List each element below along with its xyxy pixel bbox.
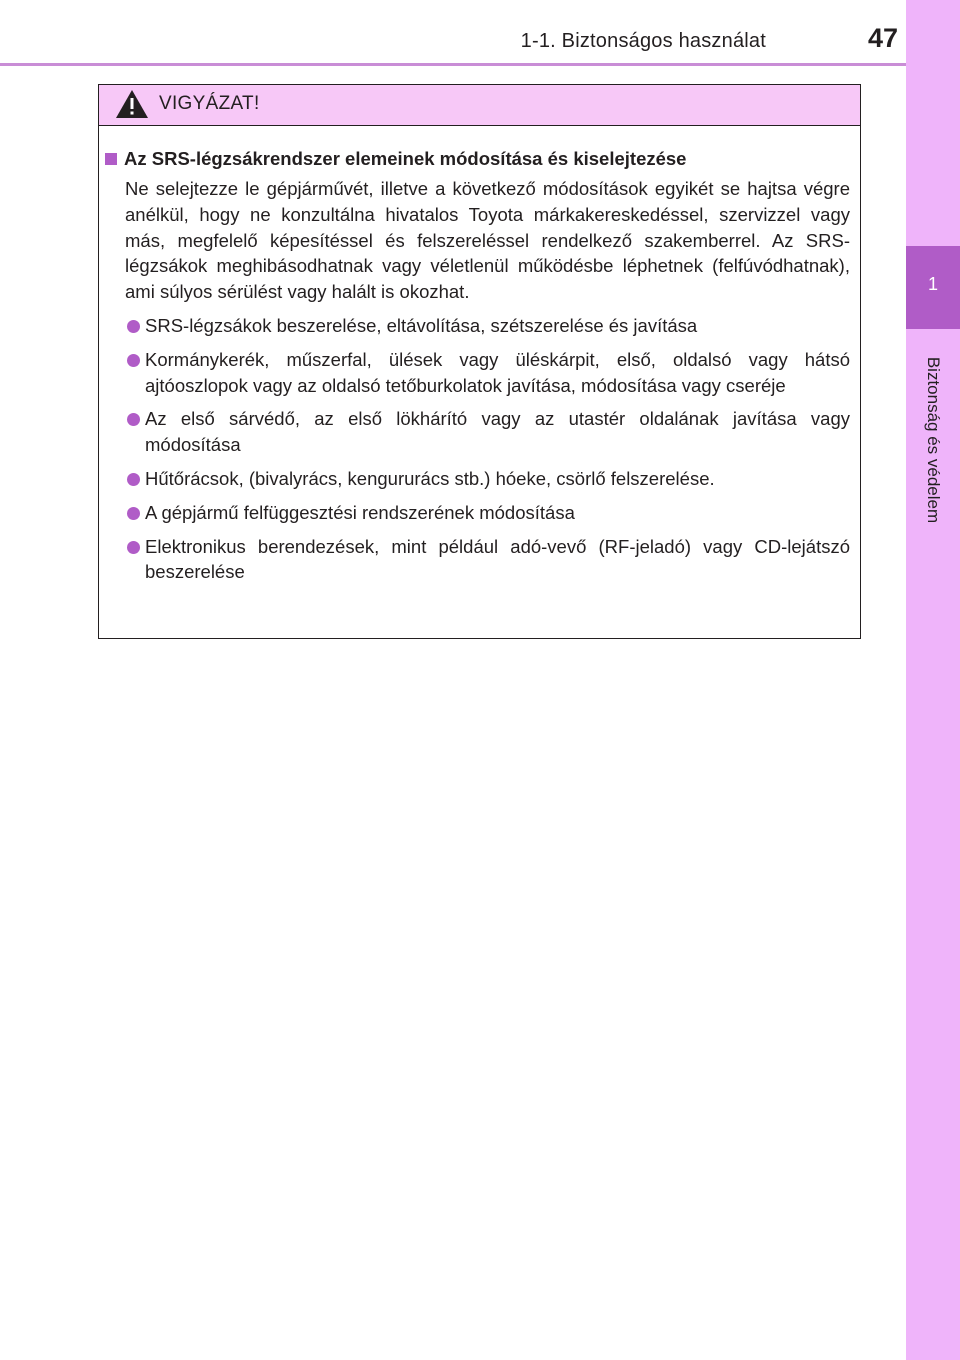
side-tab	[906, 0, 960, 1360]
topic-title-text: Az SRS-légzsákrendszer elemeinek módosítása és kiselejtezése	[124, 148, 687, 169]
intro-paragraph: Ne selejtezze le gépjárművét, illetve a következő módosítások egyikét se hajtsa végre anélkül, hogy ne konzultálna hivatalos Toyota márkakereskedéssel, szervizzel vagy más, megfelelő képesítéssel és felszereléssel rendelkező szakemberrel. Az SRS-légzsákok meghibásodhatnak vagy véletlenül működésbe léphetnek (felfúvódhatnak), ami súlyos sérülést vagy halált is okozhat.	[125, 178, 850, 303]
caution-header	[99, 85, 860, 126]
bullet-dot-icon	[127, 473, 140, 486]
warning-icon	[115, 89, 149, 119]
bullet-dot-icon	[127, 507, 140, 520]
chapter-number: 1	[927, 274, 938, 294]
square-bullet-icon	[105, 153, 117, 165]
caution-label: VIGYÁZAT!	[159, 93, 260, 114]
bullet-dot-icon	[127, 354, 140, 367]
caution-box	[98, 84, 861, 639]
list-item: A gépjármű felfüggesztési rendszerének módosítása	[105, 500, 850, 526]
modification-list	[105, 313, 850, 585]
header-rule	[0, 63, 906, 66]
section-title: 1-1. Biztonságos használat	[520, 30, 766, 52]
list-item: SRS-légzsákok beszerelése, eltávolítása, szétszerelése és javítása	[105, 313, 850, 339]
list-item: Az első sárvédő, az első lökhárító vagy az utastér oldalának javítása vagy módosítása	[105, 406, 850, 458]
list-item: Kormánykerék, műszerfal, ülések vagy üléskárpit, első, oldalsó vagy hátsó ajtóoszlopok vagy az oldalsó tetőburkolatok javítása, módosítása vagy cseréje	[105, 347, 850, 399]
bullet-dot-icon	[127, 413, 140, 426]
caution-body	[99, 126, 860, 585]
list-item: Hűtőrácsok, (bivalyrács, kengururács stb.) hóeke, csörlő felszerelése.	[105, 466, 850, 492]
list-item: Elektronikus berendezések, mint például adó-vevő (RF-jeladó) vagy CD-lejátszó beszerelése	[105, 534, 850, 586]
chapter-tab[interactable]	[906, 246, 960, 329]
page-number: 47	[867, 23, 898, 53]
chapter-title: Biztonság és védelem	[924, 356, 943, 524]
bullet-dot-icon	[127, 320, 140, 333]
topic-title	[105, 146, 850, 172]
bullet-dot-icon	[127, 541, 140, 554]
